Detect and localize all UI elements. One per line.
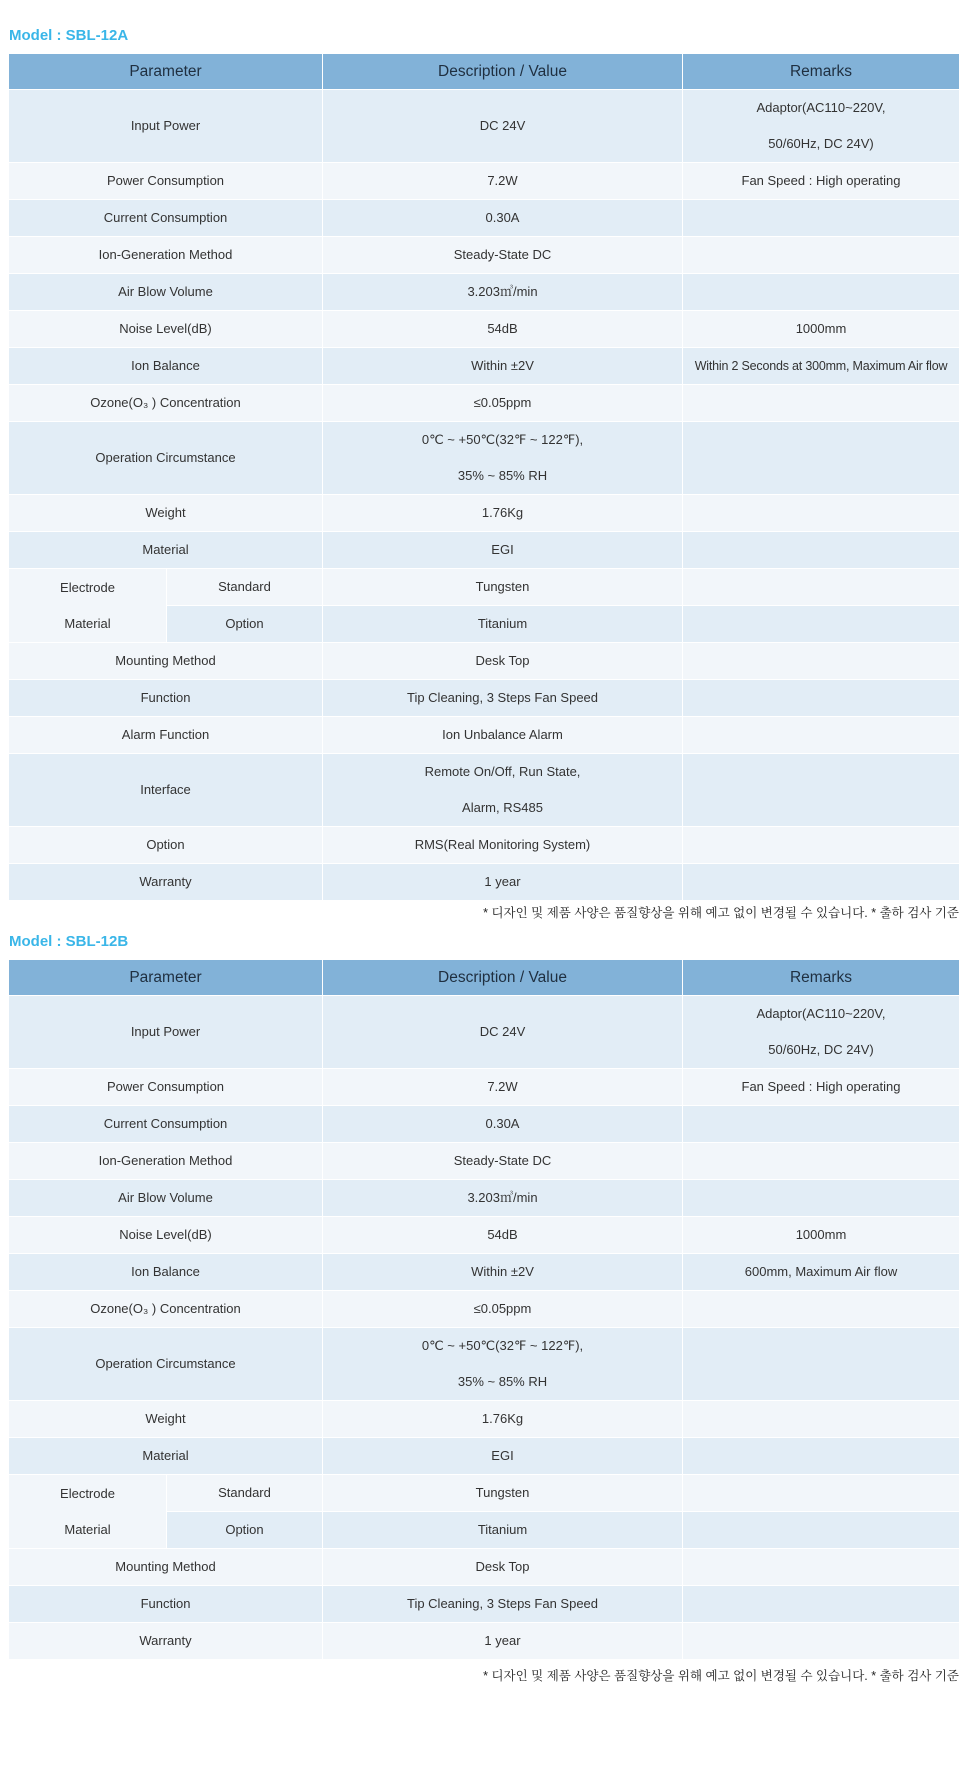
value-cell: 54dB	[323, 1216, 683, 1253]
param-cell: Ion-Generation Method	[9, 1142, 323, 1179]
param-cell: Weight	[9, 494, 323, 531]
table-row-material	[9, 1437, 959, 1474]
value-line: 35% ~ 85% RH	[457, 468, 548, 483]
value-cell: DC 24V	[323, 89, 683, 162]
value-cell	[323, 421, 683, 494]
remark-cell: 1000mm	[683, 1216, 959, 1253]
remark-cell: 1000mm	[683, 310, 959, 347]
param-cell-electrode	[9, 1474, 167, 1548]
param-cell: Ion-Generation Method	[9, 236, 323, 273]
remark-cell	[683, 716, 959, 753]
value-cell: Desk Top	[323, 642, 683, 679]
value-cell: ≤0.05ppm	[323, 1290, 683, 1327]
remark-line: 50/60Hz, DC 24V)	[768, 136, 874, 151]
remark-cell	[683, 1548, 959, 1585]
value-cell: 7.2W	[323, 1068, 683, 1105]
table-row-alarm	[9, 716, 959, 753]
value-cell: Steady-State DC	[323, 1142, 683, 1179]
value-cell: Steady-State DC	[323, 236, 683, 273]
remark-cell	[683, 1474, 959, 1511]
param-cell: Current Consumption	[9, 199, 323, 236]
table-header-row	[9, 960, 959, 995]
remark-cell	[683, 1437, 959, 1474]
table-row-material	[9, 531, 959, 568]
table-row-option	[9, 826, 959, 863]
param-cell: Material	[9, 1437, 323, 1474]
param-line: Electrode	[60, 579, 115, 595]
table-row-weight	[9, 494, 959, 531]
param-cell: Input Power	[9, 89, 323, 162]
value-cell: EGI	[323, 531, 683, 568]
value-cell: Tungsten	[323, 568, 683, 605]
table-row-mounting	[9, 1548, 959, 1585]
value-cell: Titanium	[323, 1511, 683, 1548]
sub-param-cell: Standard	[167, 568, 323, 605]
param-cell: Operation Circumstance	[9, 421, 323, 494]
remark-cell	[683, 605, 959, 642]
remark-cell	[683, 531, 959, 568]
value-line: 35% ~ 85% RH	[457, 1374, 548, 1389]
value-cell: 1.76Kg	[323, 494, 683, 531]
table-row-ion-balance	[9, 1253, 959, 1290]
remark-cell	[683, 568, 959, 605]
value-cell: 0.30A	[323, 199, 683, 236]
value-line: Alarm, RS485	[462, 800, 543, 815]
remark-line: 50/60Hz, DC 24V)	[768, 1042, 874, 1057]
remark-cell	[683, 1327, 959, 1400]
table-row-current-consumption	[9, 1105, 959, 1142]
value-cell: 3.203㎥/min	[323, 1179, 683, 1216]
model-a-footnote: * 디자인 및 제품 사양은 품질향상을 위해 예고 없이 변경될 수 있습니다. * 출하 검사 기준	[483, 906, 959, 920]
table-row-function	[9, 679, 959, 716]
value-cell: Titanium	[323, 605, 683, 642]
remark-cell	[683, 1290, 959, 1327]
value-cell: 1 year	[323, 1622, 683, 1659]
remark-cell	[683, 199, 959, 236]
value-cell: Tip Cleaning, 3 Steps Fan Speed	[323, 679, 683, 716]
remark-cell: 600mm, Maximum Air flow	[683, 1253, 959, 1290]
table-row-ion-generation	[9, 1142, 959, 1179]
table-row-ion-generation	[9, 236, 959, 273]
value-cell: Tip Cleaning, 3 Steps Fan Speed	[323, 1585, 683, 1622]
remark-cell: Fan Speed : High operating	[683, 162, 959, 199]
param-cell: Air Blow Volume	[9, 1179, 323, 1216]
sub-param-cell: Option	[167, 1511, 323, 1548]
param-cell: Air Blow Volume	[9, 273, 323, 310]
remark-cell: Fan Speed : High operating	[683, 1068, 959, 1105]
param-cell: Current Consumption	[9, 1105, 323, 1142]
value-line: Remote On/Off, Run State,	[424, 764, 581, 779]
value-cell: 1.76Kg	[323, 1400, 683, 1437]
table-row-operation	[9, 1327, 959, 1400]
table-header-row	[9, 54, 959, 89]
table-row-input-power	[9, 89, 959, 162]
table-row-input-power	[9, 995, 959, 1068]
table-row-power-consumption	[9, 162, 959, 199]
remark-cell	[683, 1105, 959, 1142]
value-cell	[323, 1327, 683, 1400]
table-row-warranty	[9, 1622, 959, 1659]
sub-param-cell: Option	[167, 605, 323, 642]
table-row-power-consumption	[9, 1068, 959, 1105]
remark-cell	[683, 863, 959, 900]
remark-cell	[683, 753, 959, 826]
model-a-title: Model : SBL-12A	[9, 27, 129, 44]
param-cell: Ion Balance	[9, 1253, 323, 1290]
value-cell: 0.30A	[323, 1105, 683, 1142]
model-b-title: Model : SBL-12B	[9, 933, 129, 950]
remark-cell	[683, 1400, 959, 1437]
table-row-mounting	[9, 642, 959, 679]
param-cell: Power Consumption	[9, 162, 323, 199]
remark-cell	[683, 642, 959, 679]
model-a-spec-table	[9, 54, 959, 900]
table-row-ion-balance	[9, 347, 959, 384]
table-row-warranty	[9, 863, 959, 900]
param-cell: Mounting Method	[9, 1548, 323, 1585]
table-row-air-blow	[9, 1179, 959, 1216]
remark-cell	[683, 679, 959, 716]
param-cell: Interface	[9, 753, 323, 826]
header-parameter: Parameter	[9, 960, 323, 995]
value-cell: RMS(Real Monitoring System)	[323, 826, 683, 863]
table-row-interface	[9, 753, 959, 826]
remark-cell	[683, 1585, 959, 1622]
table-row-ozone	[9, 384, 959, 421]
table-row-electrode-standard	[9, 1474, 959, 1511]
value-cell: 7.2W	[323, 162, 683, 199]
param-cell: Option	[9, 826, 323, 863]
param-cell: Ozone(O₃ ) Concentration	[9, 384, 323, 421]
value-cell: Within ±2V	[323, 347, 683, 384]
param-cell: Weight	[9, 1400, 323, 1437]
table-row-electrode-standard	[9, 568, 959, 605]
table-row-operation	[9, 421, 959, 494]
param-cell-electrode	[9, 568, 167, 642]
sub-param-cell: Standard	[167, 1474, 323, 1511]
value-cell: EGI	[323, 1437, 683, 1474]
value-cell: 3.203㎥/min	[323, 273, 683, 310]
remark-cell: Within 2 Seconds at 300mm, Maximum Air flow	[683, 347, 959, 384]
value-cell: DC 24V	[323, 995, 683, 1068]
remark-cell	[683, 236, 959, 273]
remark-cell	[683, 384, 959, 421]
param-cell: Ozone(O₃ ) Concentration	[9, 1290, 323, 1327]
header-remarks: Remarks	[683, 54, 959, 89]
remark-cell	[683, 1511, 959, 1548]
table-row-current-consumption	[9, 199, 959, 236]
value-cell: Desk Top	[323, 1548, 683, 1585]
table-row-weight	[9, 1400, 959, 1437]
param-line: Material	[64, 1521, 111, 1537]
param-cell: Material	[9, 531, 323, 568]
param-cell: Warranty	[9, 1622, 323, 1659]
param-cell: Noise Level(dB)	[9, 1216, 323, 1253]
remark-cell	[683, 1179, 959, 1216]
model-b-footnote: * 디자인 및 제품 사양은 품질향상을 위해 예고 없이 변경될 수 있습니다. * 출하 검사 기준	[483, 1669, 959, 1683]
param-cell: Function	[9, 679, 323, 716]
table-row-noise	[9, 310, 959, 347]
param-cell: Ion Balance	[9, 347, 323, 384]
value-line: 0℃ ~ +50℃(32℉ ~ 122℉),	[421, 1338, 584, 1353]
header-remarks: Remarks	[683, 960, 959, 995]
param-line: Electrode	[60, 1485, 115, 1501]
value-cell: ≤0.05ppm	[323, 384, 683, 421]
param-cell: Operation Circumstance	[9, 1327, 323, 1400]
remark-line: Adaptor(AC110~220V,	[756, 1006, 886, 1021]
header-description: Description / Value	[323, 960, 683, 995]
param-cell: Noise Level(dB)	[9, 310, 323, 347]
value-cell: Tungsten	[323, 1474, 683, 1511]
param-cell: Function	[9, 1585, 323, 1622]
value-line: 0℃ ~ +50℃(32℉ ~ 122℉),	[421, 432, 584, 447]
param-cell: Input Power	[9, 995, 323, 1068]
remark-cell	[683, 1142, 959, 1179]
table-row-function	[9, 1585, 959, 1622]
remark-cell	[683, 1622, 959, 1659]
remark-cell	[683, 494, 959, 531]
table-row-noise	[9, 1216, 959, 1253]
param-cell: Alarm Function	[9, 716, 323, 753]
table-row-air-blow	[9, 273, 959, 310]
remark-cell	[683, 421, 959, 494]
param-line: Material	[64, 615, 111, 631]
header-parameter: Parameter	[9, 54, 323, 89]
param-cell: Power Consumption	[9, 1068, 323, 1105]
model-b-spec-table	[9, 960, 959, 1659]
param-cell: Warranty	[9, 863, 323, 900]
remark-cell	[683, 89, 959, 162]
remark-cell	[683, 826, 959, 863]
value-cell: 1 year	[323, 863, 683, 900]
table-row-ozone	[9, 1290, 959, 1327]
value-cell: Ion Unbalance Alarm	[323, 716, 683, 753]
value-cell	[323, 753, 683, 826]
remark-line: Adaptor(AC110~220V,	[756, 100, 886, 115]
value-cell: 54dB	[323, 310, 683, 347]
value-cell: Within ±2V	[323, 1253, 683, 1290]
header-description: Description / Value	[323, 54, 683, 89]
remark-cell	[683, 995, 959, 1068]
param-cell: Mounting Method	[9, 642, 323, 679]
remark-cell	[683, 273, 959, 310]
